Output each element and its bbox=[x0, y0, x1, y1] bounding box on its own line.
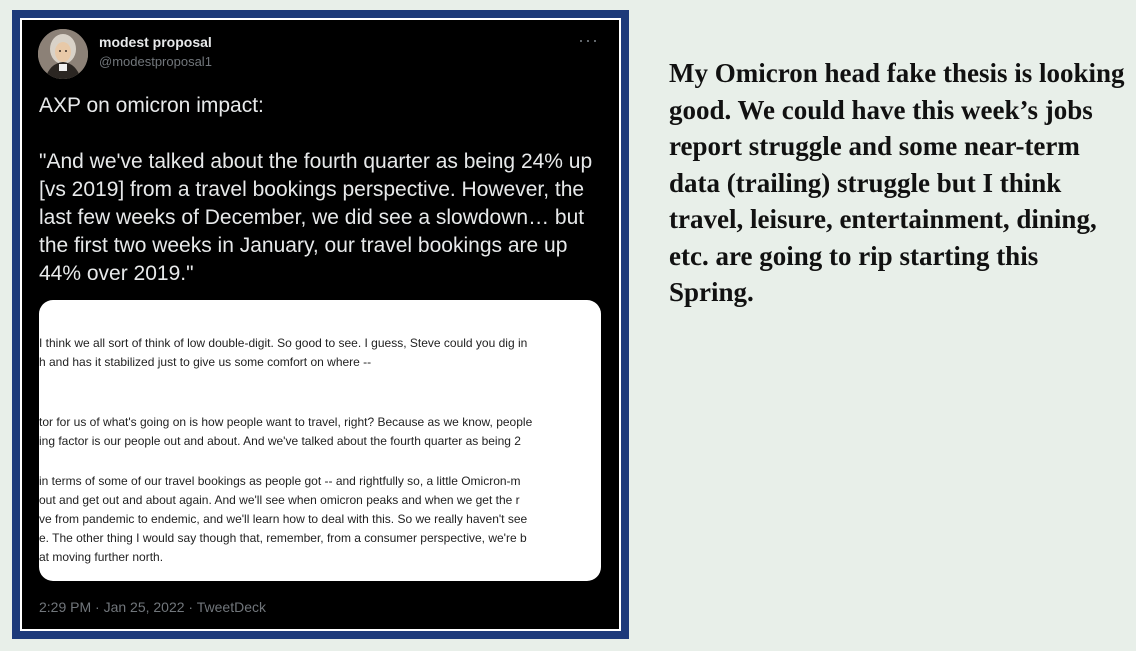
transcript-line: in terms of some of our travel bookings as people got -- and rightfully so, a little Omicron-m bbox=[39, 474, 521, 488]
commentary-text: My Omicron head fake thesis is looking good. We could have this week’s jobs report struggle and some near-term data (trailing) struggle but I think travel, leisure, entertainment, dining, etc. are going to rip starting this Spring. bbox=[669, 58, 1125, 307]
display-name[interactable]: modest proposal bbox=[99, 34, 212, 50]
transcript-line: h and has it stabilized just to give us some comfort on where -- bbox=[39, 355, 372, 369]
more-options-icon[interactable]: ··· bbox=[578, 30, 599, 50]
avatar[interactable] bbox=[38, 29, 88, 79]
tweet-screenshot bbox=[20, 18, 621, 631]
avatar-portrait-icon bbox=[38, 29, 88, 79]
tweet-card bbox=[22, 20, 619, 629]
transcript-line: out and get out and about again. And we'll see when omicron peaks and when we get the r bbox=[39, 493, 520, 507]
transcript-line: ve from pandemic to endemic, and we'll learn how to deal with this. So we really haven't see bbox=[39, 512, 528, 526]
transcript-line: at moving further north. bbox=[39, 550, 164, 564]
transcript-line: e. The other thing I would say though that, remember, from a consumer perspective, we're b bbox=[39, 531, 527, 545]
transcript-line: ing factor is our people out and about. And we've talked about the fourth quarter as being 2 bbox=[39, 434, 521, 448]
transcript-line: tor for us of what's going on is how people want to travel, right? Because as we know, people bbox=[39, 415, 533, 429]
transcript-line: I think we all sort of think of low double-digit. So good to see. I guess, Steve could you dig in bbox=[39, 336, 528, 350]
transcript-paragraph bbox=[39, 334, 601, 372]
tweet-quote: "And we've talked about the fourth quarter as being 24% up [vs 2019] from a travel bookings perspective. However, the last few weeks of December, we did see a slowdown… but the first two weeks in January, our travel bookings are up 44% over 2019." bbox=[39, 150, 593, 285]
tweet-timestamp[interactable]: 2:29 PM · Jan 25, 2022 · TweetDeck bbox=[39, 599, 266, 615]
user-handle[interactable]: @modestproposal1 bbox=[99, 54, 212, 69]
attached-image[interactable] bbox=[39, 300, 601, 581]
tweet-text-line: AXP on omicron impact: bbox=[39, 94, 264, 117]
transcript-paragraph bbox=[39, 472, 601, 567]
tweet-text bbox=[39, 92, 599, 288]
transcript-paragraph bbox=[39, 413, 601, 451]
